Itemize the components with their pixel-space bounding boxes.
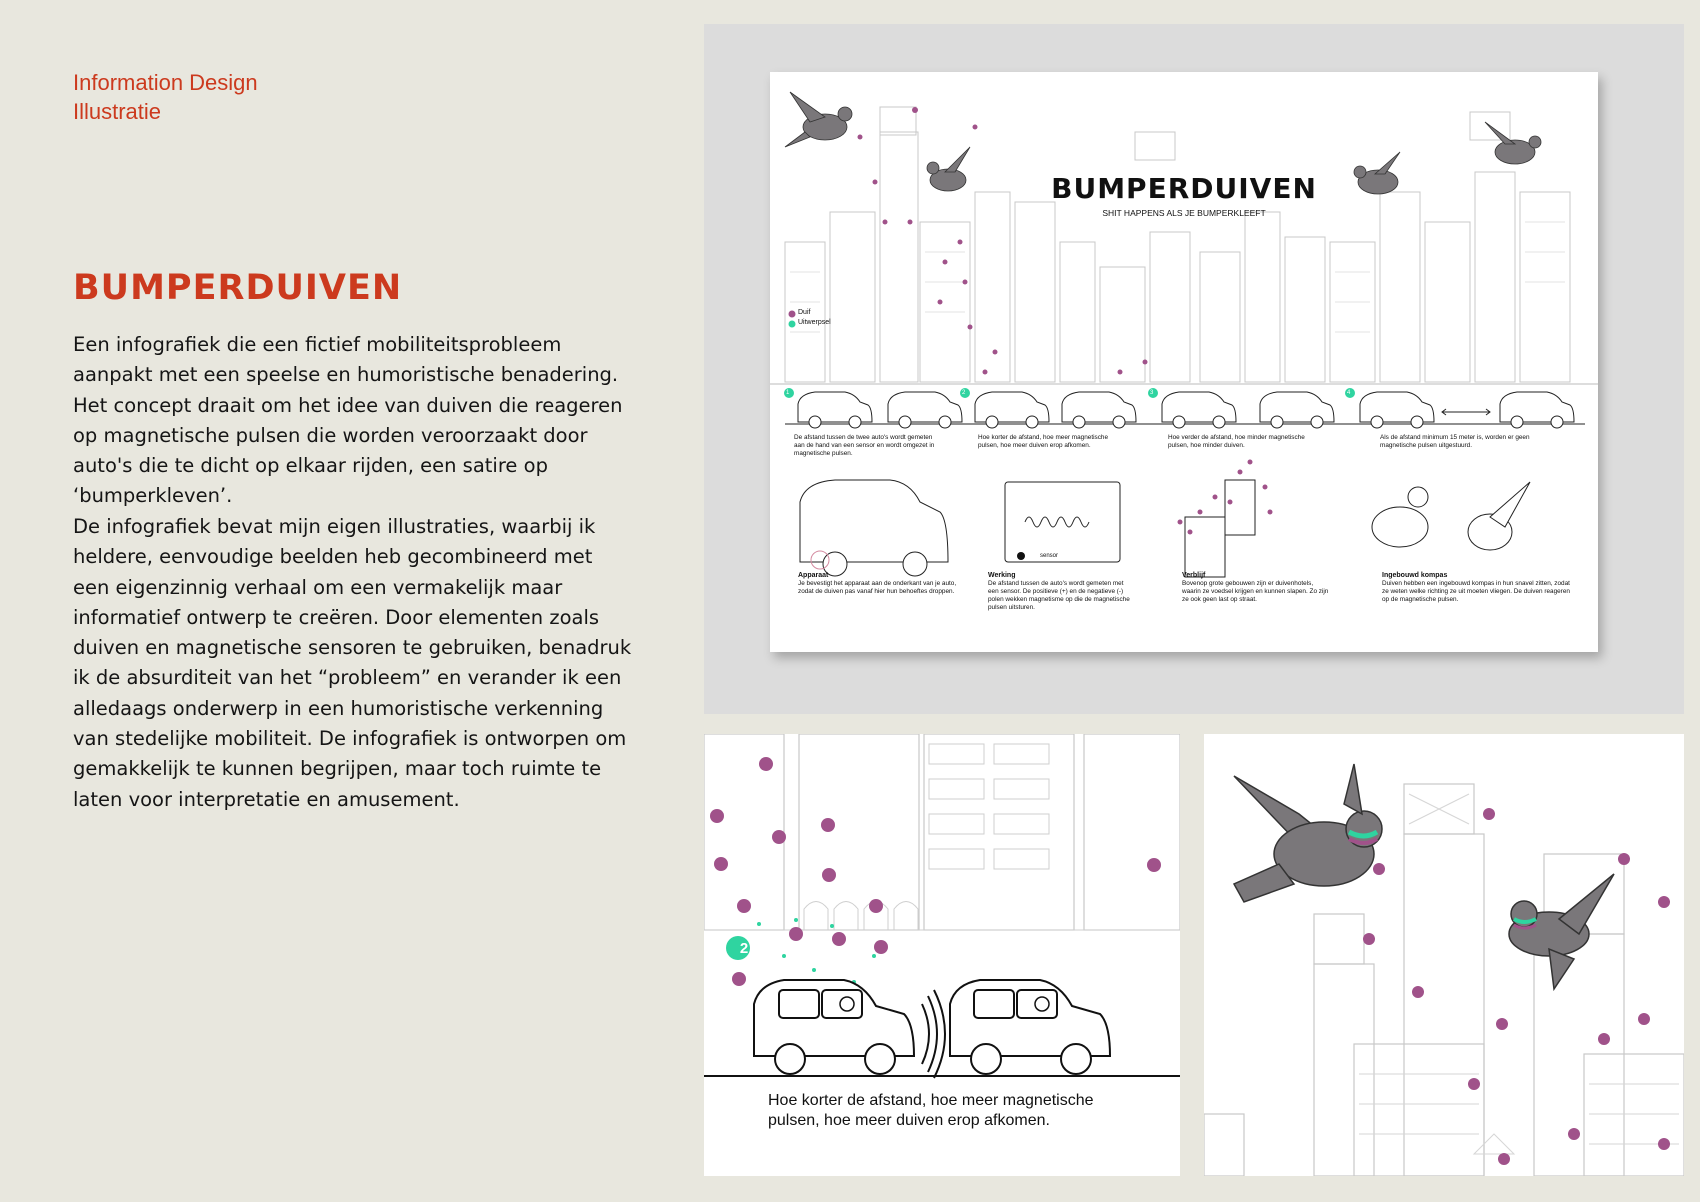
category-line-2: Illustratie xyxy=(73,99,162,124)
step-number-2: 2 xyxy=(962,390,966,396)
poster-photo xyxy=(704,24,1684,714)
detail-verblijf: Verblijf Bovenop grote gebouwen zijn er duivenhotels, waarin ze voedsel krijgen en kunnen slapen. Zo zijn ze ook geen last op straat. xyxy=(1182,572,1329,603)
sensor-label: sensor xyxy=(1040,553,1059,559)
step-3-text: Hoe verder de afstand, hoe minder magnetische pulsen, hoe minder duiven. xyxy=(1168,434,1305,449)
detail-apparaat: Apparaat Je bevestigt het apparaat aan de onderkant van je auto, zodat de duiven pas vanaf hier hun behoeftes droppen. xyxy=(798,572,957,595)
crop-caption: Hoe korter de afstand, hoe meer magnetische pulsen, hoe meer duiven erop afkomen. xyxy=(768,1092,1094,1129)
detail-werking: Werking De afstand tussen de auto's wordt gemeten met een sensor. De positieve (+) en de negatieve (-) polen wekken magnetisme op die de magnetische pulsen uitsturen. xyxy=(988,572,1130,611)
poster-illustration xyxy=(770,72,1598,652)
detail-crop-cars xyxy=(704,734,1180,1176)
poster-title: BUMPERDUIVEN xyxy=(1051,172,1317,205)
project-title: BUMPERDUIVEN xyxy=(73,268,403,308)
step-1-text: De afstand tussen de twee auto's wordt gemeten aan de hand van een sensor en wordt omgezet in magnetische pulsen. xyxy=(794,434,935,457)
legend-duif: Duif xyxy=(798,309,811,316)
step-4-text: Als de afstand minimum 15 meter is, worden er geen magnetische pulsen uitgestuurd. xyxy=(1380,434,1530,449)
legend-uitwerpsel: Uitwerpsel xyxy=(798,319,831,326)
step-2-text: Hoe korter de afstand, hoe meer magnetische pulsen, hoe meer duiven erop afkomen. xyxy=(978,434,1109,449)
description-paragraph-2: De infografiek bevat mijn eigen illustraties, waarbij ik heldere, eenvoudige beelden heb gecombineerd met een eigenzinnig verhaal om een vermakelijk maar informatief ontwerp te creëren. Door elementen zoals duiven en magnetische sensoren te gebruiken, benadruk ik de absurditeit van het “probleem” en verander ik een alledaags onderwerp in een humoristische verkenning van stedelijke mobiliteit. De infografiek is ontworpen om gemakkelijk te kunnen begrijpen, maar toch ruimte te laten voor interpretatie en amusement. xyxy=(73,515,632,811)
step-number-4: 4 xyxy=(1347,390,1351,396)
category-block xyxy=(73,68,633,126)
poster xyxy=(770,72,1598,652)
step-number-1: 1 xyxy=(786,390,790,396)
crop-step-number: 2 xyxy=(739,940,749,957)
detail-crop-pigeons xyxy=(1204,734,1684,1176)
pigeons-illustration xyxy=(1204,734,1684,1176)
poster-subtitle: SHIT HAPPENS ALS JE BUMPERKLEEFT xyxy=(1102,208,1266,218)
category-line-1: Information Design xyxy=(73,70,258,95)
step-number-3: 3 xyxy=(1150,390,1154,396)
description-paragraph-1: Een infografiek die een fictief mobiliteitsprobleem aanpakt met een speelse en humoristische benadering. Het concept draait om het idee van duiven die reageren op magnetische pulsen die worden veroorzaakt door auto's die te dicht op elkaar rijden, een satire op ‘bumperkleven’. xyxy=(73,333,623,508)
detail-ingebouwd-kompas: Ingebouwd kompas Duiven hebben een ingebouwd kompas in hun snavel zitten, zodat ze weten welke richting ze uit moeten vliegen. De duiven reageren op de magnetische pulsen. xyxy=(1382,572,1570,603)
